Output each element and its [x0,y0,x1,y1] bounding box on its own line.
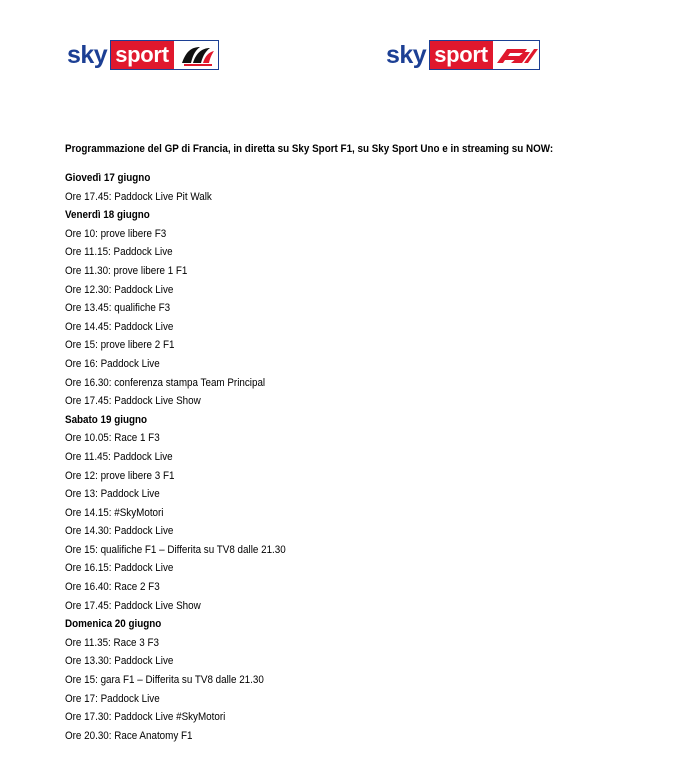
schedule-item: Ore 13: Paddock Live [65,488,160,501]
schedule-item: Ore 15: qualifiche F1 – Differita su TV8 dalle 21.30 [65,543,286,556]
schedule-item: Ore 17.30: Paddock Live #SkyMotori [65,711,226,724]
f1-logo-icon [493,41,539,69]
intro-text: Programmazione del GP di Francia, in diretta su Sky Sport F1, su Sky Sport Uno e in streaming su NOW: [65,143,554,155]
schedule-item: Ore 13.30: Paddock Live [65,655,174,668]
schedule-item: Ore 12.30: Paddock Live [65,283,174,296]
schedule-item: Ore 11.45: Paddock Live [65,450,173,463]
schedule-item: Ore 17: Paddock Live [65,692,160,705]
motogp-logo-icon [174,41,218,69]
sport-wordmark: sport [111,41,174,69]
schedule-item: Ore 16.30: conferenza stampa Team Principal [65,376,266,389]
schedule-item: Ore 15: gara F1 – Differita su TV8 dalle 21.30 [65,674,264,687]
schedule-item: Ore 17.45: Paddock Live Show [65,395,201,408]
schedule-day-heading: Domenica 20 giugno [65,618,162,631]
schedule-item: Ore 14.45: Paddock Live [65,320,174,333]
schedule-day-heading: Venerdì 18 giugno [65,209,150,222]
schedule-item: Ore 10: prove libere F3 [65,227,167,240]
schedule-item: Ore 14.30: Paddock Live [65,525,174,538]
schedule-item: Ore 14.15: #SkyMotori [65,506,164,519]
schedule-item: Ore 11.35: Race 3 F3 [65,636,159,649]
schedule-item: Ore 17.45: Paddock Live Pit Walk [65,190,212,203]
sky-wordmark: sky [67,41,108,69]
sport-box [110,40,219,70]
sky-sport-f1-logo [386,40,540,70]
schedule-item: Ore 16: Paddock Live [65,357,160,370]
schedule-item: Ore 11.30: prove libere 1 F1 [65,264,188,277]
schedule-item: Ore 20.30: Race Anatomy F1 [65,729,193,742]
schedule-item: Ore 17.45: Paddock Live Show [65,599,201,612]
schedule-day-heading: Giovedì 17 giugno [65,172,151,184]
schedule-item: Ore 16.40: Race 2 F3 [65,581,160,594]
schedule-item: Ore 12: prove libere 3 F1 [65,469,175,482]
schedule-item: Ore 11.15: Paddock Live [65,246,173,259]
sky-wordmark: sky [386,41,427,69]
schedule-list [65,169,645,745]
schedule-item: Ore 10.05: Race 1 F3 [65,432,160,445]
sport-wordmark: sport [430,41,493,69]
schedule-document [65,142,645,745]
sky-sport-motogp-logo [67,40,219,70]
schedule-item: Ore 13.45: qualifiche F3 [65,302,171,315]
schedule-item: Ore 16.15: Paddock Live [65,562,174,575]
sport-box [429,40,540,70]
schedule-day-heading: Sabato 19 giugno [65,413,148,426]
schedule-item: Ore 15: prove libere 2 F1 [65,339,175,352]
